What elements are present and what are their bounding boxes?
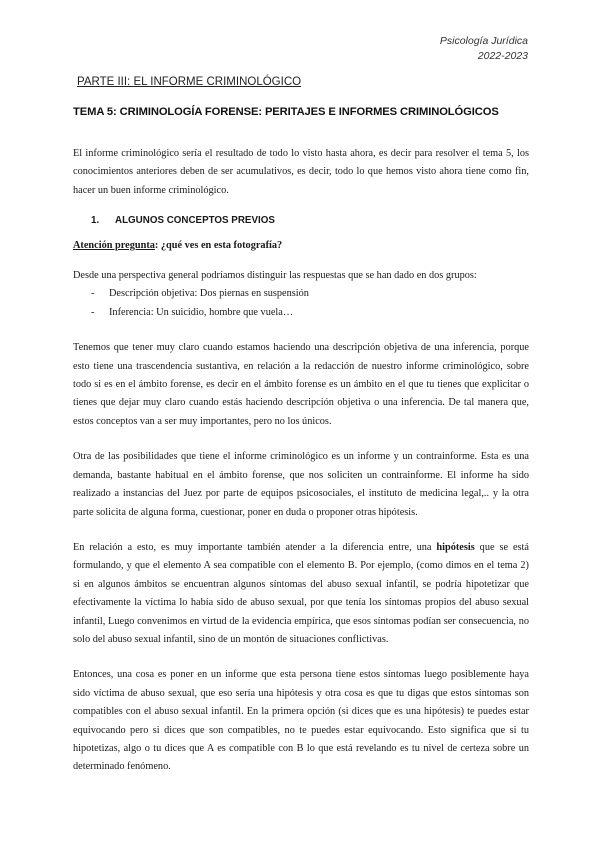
response-list bbox=[73, 285, 529, 322]
question-label: Atención pregunta bbox=[73, 239, 155, 251]
page-header bbox=[440, 34, 528, 64]
list-item: - Descripción objetiva: Dos piernas en suspensión bbox=[91, 285, 529, 303]
section-title: ALGUNOS CONCEPTOS PREVIOS bbox=[115, 215, 275, 227]
part-title: PARTE III: EL INFORME CRIMINOLÓGICO bbox=[77, 76, 302, 88]
paragraph-contrainforme: Otra de las posibilidades que tiene el informe criminológico es un informe y un contrainforme. Esta es una demanda, bastante habitual en el ámbito forense, que nos soliciten un contrainforme. El informe ha sido realizado a instancias del Juez por parte de equipos psicosociales, el instituto de medicina legal,.. y la otra parte solicita de alguna forma, cuestionar, poner en duda o proponer otras hipótesis. bbox=[73, 451, 529, 518]
question-line bbox=[73, 237, 529, 255]
list-item: - Inferencia: Un suicidio, hombre que vuela… bbox=[91, 304, 529, 322]
section-number: 1. bbox=[91, 215, 100, 227]
paragraph-description-inference: Tenemos que tener muy claro cuando estamos haciendo una descripción objetiva de una inferencia, porque esto tiene una trascendencia sustantiva, en relación a la redacción de nuestro informe criminológico, sobre todo si es en el ámbito forense, es decir en el ámbito forense es un ámbito en el que tu tienes que explicitar o tienes que dejar muy claro cuando estás haciendo descripción objetiva o una inferencia. De tal manera que, estos conceptos van a ser muy importantes, pero no los únicos. bbox=[73, 342, 529, 427]
intro-paragraph: El informe criminológico sería el resultado de todo lo visto hasta ahora, es decir para resolver el tema 5, los conocimientos anteriores deben de ser acumulativos, es decir, todo lo que hemos visto ahora tiene como fin, hacer un buen informe criminológico. bbox=[73, 148, 529, 196]
p3-before: En relación a esto, es muy importante también atender a la diferencia entre, una bbox=[73, 541, 437, 553]
tema-title: TEMA 5: CRIMINOLOGÍA FORENSE: PERITAJES E INFORMES CRIMINOLÓGICOS bbox=[73, 106, 499, 118]
section-heading bbox=[91, 212, 529, 230]
header-year: 2022-2023 bbox=[477, 50, 528, 62]
hipotesis-term: hipótesis bbox=[436, 541, 475, 553]
paragraph-compatibilidad: Entonces, una cosa es poner en un informe que esta persona tiene estos síntomas luego posiblemente haya sido víctima de abuso sexual, que eso sería una hipótesis y otra cosa es que tu digas que estos síntomas son compatibles con el abuso sexual infantil. En la primera opción (si dices que es una hipótesis) te puedes estar equivocando pero si dices que son compatibles, no te puedes estar equivocando. Esto significa que si tu hipotetizas, algo o tu dices que A es compatible con B lo que está revelando es tu nivel de certeza sobre un determinado fenómeno. bbox=[73, 669, 529, 773]
p3-after: que se está formulando, y que el elemento A sea compatible con el elemento B. Por ejemplo, (como dimos en el tema 2) si en algunos ámbitos se encuentran algunos síntomas del abuso sexual infantil, se podría hipotetizar que efectivamente la víctima lo había sido de abuso sexual, por que tenía los síntomas propios del abuso sexual infantil, Luego convenimos en virtud de la evidencia empírica, que esos síntomas podían ser consecuencia, no solo del abuso sexual infantil, sino de un montón de situaciones conflictivas. bbox=[73, 541, 529, 645]
list-intro: Desde una perspectiva general podríamos distinguir las respuestas que se han dado en dos grupos: bbox=[73, 270, 477, 282]
paragraph-hipotesis bbox=[73, 539, 529, 649]
document-body bbox=[73, 145, 529, 777]
header-subject: Psicología Jurídica bbox=[439, 35, 528, 47]
question-text: : ¿qué ves en esta fotografía? bbox=[154, 239, 283, 251]
